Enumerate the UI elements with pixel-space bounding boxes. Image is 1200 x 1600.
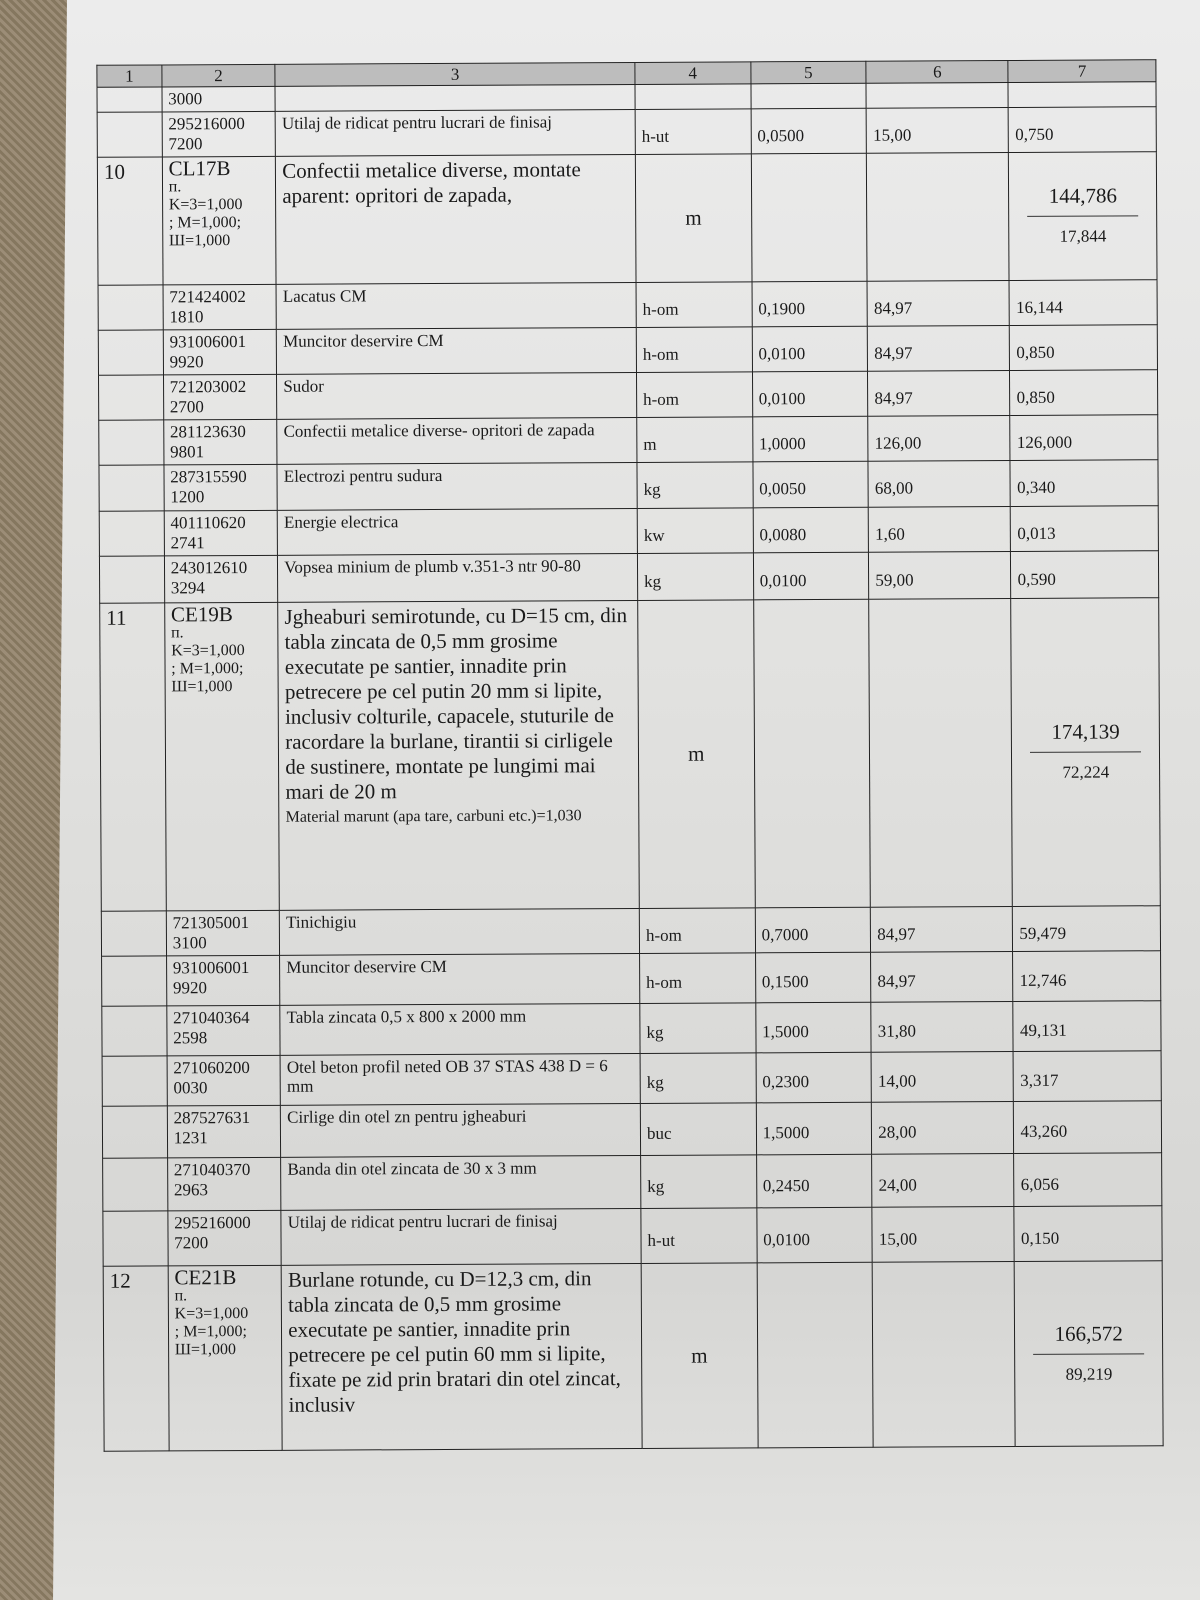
quantity-cell <box>753 461 869 508</box>
header-cell: 6 <box>866 61 1008 84</box>
unit-cell <box>641 1208 757 1264</box>
unit: h-om <box>645 925 682 945</box>
quantity-cell <box>751 83 867 109</box>
quantity-cell <box>755 1002 871 1053</box>
unit-cell <box>637 553 753 601</box>
unit-price: 31,80 <box>877 1021 917 1041</box>
item-code-cell <box>162 156 276 285</box>
unit-cell <box>636 282 752 328</box>
unit-price-cell <box>868 326 1010 372</box>
resource-code-line: 7200 <box>174 1233 209 1253</box>
unit-price-cell <box>871 906 1013 952</box>
unit-price-cell <box>866 108 1008 154</box>
total: 0,850 <box>1016 387 1055 407</box>
resource-name: Electrozi pentru sudura <box>283 465 443 486</box>
total-value: 144,786 <box>1027 186 1138 217</box>
work-item-row <box>97 152 1157 286</box>
header-cell: 3 <box>275 62 635 86</box>
resource-row <box>103 1153 1162 1212</box>
labor-value: 89,219 <box>1065 1363 1113 1384</box>
item-number-cell <box>99 420 164 465</box>
unit: h-ut <box>647 1230 675 1250</box>
unit-price-cell <box>871 1051 1013 1102</box>
quantity: 1,5000 <box>762 1022 809 1042</box>
unit-price-cell <box>868 461 1010 508</box>
labor-value: 72,224 <box>1062 762 1110 782</box>
item-number-cell <box>103 1266 169 1451</box>
resource-code-line: 1231 <box>173 1128 208 1148</box>
resource-name: Utilaj de ridicat pentru lucrari de finisaj <box>281 112 552 133</box>
unit-price-cell <box>872 1101 1014 1154</box>
header-cell: 5 <box>750 61 866 84</box>
resource-code-line: 9920 <box>172 978 207 998</box>
header-cell: 4 <box>635 62 751 85</box>
resource-name-cell <box>281 1103 641 1157</box>
item-number-cell <box>97 112 162 157</box>
unit-price-cell <box>868 507 1010 553</box>
resource-code-cell <box>167 1157 281 1211</box>
coefficient-line: K=3=1,000 <box>171 642 245 660</box>
resource-row <box>103 1206 1162 1267</box>
quantity: 0,0080 <box>759 524 807 544</box>
resource-name: Cirlige din otel zn pentru jgheaburi <box>287 1106 527 1127</box>
resource-name: Energie electrica <box>283 512 399 532</box>
unit-price-cell <box>867 281 1009 327</box>
resource-code-cell <box>166 955 280 1006</box>
resource-row <box>102 951 1161 1007</box>
total: 43,260 <box>1020 1121 1068 1141</box>
unit-cell <box>637 508 753 554</box>
quantity: 0,2300 <box>762 1072 810 1092</box>
resource-name-cell <box>276 282 636 329</box>
total: 0,150 <box>1020 1228 1060 1248</box>
total-cell <box>1010 370 1158 416</box>
resource-code-line: 721305001 <box>172 912 250 933</box>
resource-name-cell <box>277 327 637 374</box>
quantity: 0,0100 <box>763 1229 810 1249</box>
unit: h-ut <box>641 126 670 146</box>
quantity-cell <box>753 599 870 908</box>
resource-name-cell <box>277 372 637 419</box>
resource-code-cell <box>163 419 277 465</box>
unit: m <box>688 741 705 766</box>
item-number: 10 <box>103 159 125 184</box>
quantity: 0,0050 <box>759 479 807 499</box>
item-number-cell <box>98 285 163 330</box>
resource-code-line: 2598 <box>173 1028 208 1048</box>
resource-code-cell <box>167 1005 281 1056</box>
resource-code-line: 2741 <box>170 533 205 553</box>
quantity-cell <box>752 326 868 372</box>
quantity: 0,2450 <box>762 1175 810 1195</box>
unit-price: 84,97 <box>874 343 913 363</box>
item-number-cell <box>103 1211 168 1266</box>
coefficient-line: Ш=1,000 <box>168 232 231 250</box>
header-cell: 7 <box>1008 60 1156 83</box>
item-number-cell <box>102 1056 167 1106</box>
resource-code-cell <box>163 374 277 420</box>
header-cell: 2 <box>162 64 276 87</box>
work-item-row <box>100 598 1161 912</box>
total-cell <box>1013 951 1161 1002</box>
item-number-cell <box>101 911 166 956</box>
item-code-cell <box>164 602 279 911</box>
total-cell <box>1010 415 1158 461</box>
coefficient-line: п. <box>168 178 182 196</box>
unit-price: 15,00 <box>878 1229 918 1249</box>
unit: h-om <box>642 299 679 319</box>
resource-code-cell <box>166 910 280 956</box>
resource-row <box>102 1001 1161 1057</box>
item-number-cell <box>103 1158 168 1211</box>
quantity-cell <box>756 1207 872 1263</box>
unit-cell <box>640 1053 756 1104</box>
resource-code-line: 931006001 <box>169 332 247 352</box>
total: 126,000 <box>1016 432 1073 452</box>
unit-cell <box>639 908 755 954</box>
unit-price-cell <box>868 371 1010 417</box>
total-cell <box>1013 1001 1161 1052</box>
total: 0,750 <box>1015 124 1054 144</box>
resource-code-line: 2700 <box>169 397 204 417</box>
resource-code-line: 401110620 <box>170 513 246 533</box>
total-cell <box>1009 107 1157 153</box>
resource-code-line: 281123630 <box>169 422 246 442</box>
unit-price: 68,00 <box>874 478 914 498</box>
unit-price: 15,00 <box>872 125 912 145</box>
unit: h-om <box>642 344 679 364</box>
quantity-cell <box>753 507 869 553</box>
unit-price: 84,97 <box>874 388 913 408</box>
resource-row <box>99 415 1158 466</box>
unit-price: 14,00 <box>877 1071 917 1091</box>
quantity: 0,1900 <box>758 298 806 318</box>
quantity: 0,7000 <box>761 924 809 944</box>
resource-code-line: 295216000 <box>174 1212 251 1233</box>
total: 0,013 <box>1017 523 1056 543</box>
quantity: 1,5000 <box>762 1123 810 1143</box>
resource-code-cell <box>164 555 278 603</box>
unit-price-cell <box>869 552 1011 600</box>
item-number-cell <box>99 511 164 556</box>
coefficient-line: Ш=1,000 <box>171 678 233 696</box>
item-description-cell <box>276 154 636 284</box>
resource-name: Vopsea minium de plumb v.351-3 ntr 90-80 <box>284 556 581 577</box>
quantity: 1,0000 <box>758 433 806 453</box>
work-item-row <box>103 1261 1163 1452</box>
resource-code-line: 1200 <box>170 487 205 507</box>
resource-code-cell <box>167 1055 281 1106</box>
resource-name-cell <box>281 1208 641 1265</box>
total-cell <box>1015 1261 1163 1447</box>
resource-row <box>98 325 1157 376</box>
resource-code-line: 721203002 <box>169 377 247 397</box>
item-number-cell <box>99 465 164 511</box>
quantity: 0,0100 <box>759 570 807 590</box>
unit: m <box>691 1343 708 1368</box>
resource-code-line: 271060200 <box>173 1057 250 1078</box>
resource-name: Confectii metalice diverse- opritori de zapada <box>283 420 595 441</box>
norm-code: CL17B <box>168 156 231 181</box>
resource-code-line: 9920 <box>169 352 204 372</box>
coefficient-line: ; M=1,000; <box>168 214 242 232</box>
unit: m <box>643 434 657 454</box>
item-description-cell <box>278 600 639 910</box>
resource-name: Banda din otel zincata de 30 x 3 mm <box>287 1158 537 1179</box>
item-number-cell <box>102 956 167 1006</box>
item-number-cell <box>97 87 162 112</box>
item-number: 12 <box>109 1268 131 1293</box>
total-value: 166,572 <box>1033 1324 1144 1355</box>
unit: m <box>685 205 702 230</box>
resource-row <box>102 1051 1161 1107</box>
quantity-cell <box>752 416 868 462</box>
quantity-cell <box>751 108 867 154</box>
resource-name-cell <box>275 84 635 111</box>
unit: kg <box>646 1072 664 1092</box>
total-cell <box>1011 506 1159 552</box>
resource-row <box>99 460 1158 512</box>
resource-code-line: 271040364 <box>173 1007 250 1028</box>
unit: buc <box>646 1123 672 1143</box>
unit: kg <box>647 1176 665 1196</box>
resource-name: Tinichigiu <box>286 912 357 932</box>
coefficient-line: ; M=1,000; <box>174 1323 247 1341</box>
unit-cell <box>640 1003 756 1054</box>
item-description: Confectii metalice diverse, montate aparent: opritori de zapada, <box>282 157 581 208</box>
quantity-cell <box>756 1102 872 1155</box>
resource-row <box>99 370 1158 421</box>
price-cell <box>872 1261 1015 1447</box>
total: 0,850 <box>1016 342 1055 362</box>
quantity-cell <box>757 1262 874 1448</box>
item-number-cell <box>100 603 166 911</box>
unit-cell <box>641 1155 757 1209</box>
norm-code: CE21B <box>174 1265 237 1290</box>
total-cell <box>1009 280 1157 326</box>
quantity: 0,0100 <box>758 343 806 363</box>
unit-cell <box>635 154 751 283</box>
resource-row <box>102 1101 1161 1159</box>
total-cell <box>1014 1051 1162 1102</box>
norm-code: CE19B <box>170 602 233 627</box>
resource-row <box>101 906 1160 957</box>
resource-code-cell <box>167 1105 281 1158</box>
quantity-cell <box>752 281 868 327</box>
resource-code-line: 287315590 <box>170 467 247 487</box>
resource-row <box>99 506 1158 557</box>
total-cell <box>1014 1206 1162 1262</box>
resource-code-cell <box>168 1210 282 1266</box>
item-number-cell <box>98 330 163 375</box>
resource-name: Tabla zincata 0,5 x 800 x 2000 mm <box>286 1006 527 1027</box>
unit-cell <box>638 600 755 909</box>
total-cell <box>1010 460 1158 507</box>
unit-price: 28,00 <box>878 1122 917 1142</box>
resource-code-line: 931006001 <box>172 957 250 978</box>
unit-cell <box>637 417 753 463</box>
unit-price: 59,00 <box>875 570 914 590</box>
item-number-cell <box>99 375 164 420</box>
resource-name-cell <box>275 109 635 156</box>
resource-name-cell <box>280 1003 640 1055</box>
price-cell <box>867 153 1010 282</box>
total-cell <box>1008 82 1156 108</box>
unit-cell <box>636 372 752 418</box>
resource-code-line: 2963 <box>173 1180 209 1200</box>
quantity: 0,0500 <box>757 125 805 145</box>
unit-price-cell <box>872 1153 1014 1207</box>
resource-code-cell <box>162 86 276 112</box>
resource-code-line: 7200 <box>168 134 203 154</box>
coefficient-line: ; M=1,000; <box>171 660 244 678</box>
unit-cell <box>637 462 753 509</box>
item-code-cell <box>168 1265 282 1451</box>
unit: h-om <box>646 972 683 992</box>
labor-value: 17,844 <box>1059 226 1107 246</box>
item-number-cell <box>99 556 164 603</box>
unit: kg <box>643 479 661 499</box>
coefficient-line: Ш=1,000 <box>174 1341 237 1359</box>
total: 16,144 <box>1016 297 1063 317</box>
total: 0,340 <box>1017 477 1056 497</box>
unit-price-cell <box>868 416 1010 462</box>
unit: h-om <box>643 389 680 409</box>
total: 12,746 <box>1019 970 1067 990</box>
coefficient-line: п. <box>174 1287 188 1305</box>
resource-row <box>98 280 1157 331</box>
resource-name-cell <box>280 953 640 1005</box>
resource-code-line: 721424002 <box>169 287 246 307</box>
resource-code-cell <box>163 329 277 375</box>
coefficient-line: K=3=1,000 <box>168 196 243 214</box>
coefficient-line: K=3=1,000 <box>174 1305 249 1323</box>
resource-code-line: 287527631 <box>173 1107 251 1128</box>
unit-price-cell <box>871 1001 1013 1052</box>
unit-price-cell <box>872 1206 1014 1262</box>
quantity-cell <box>756 1154 872 1208</box>
resource-name: Sudor <box>283 376 324 396</box>
resource-name-cell <box>277 508 637 555</box>
header-cell: 1 <box>97 65 162 87</box>
total-cell <box>1014 1101 1162 1154</box>
unit-price-cell <box>866 83 1008 109</box>
unit-cell <box>635 109 751 155</box>
unit-price: 126,00 <box>874 432 922 453</box>
total: 59,479 <box>1019 923 1067 943</box>
item-number-cell <box>102 1006 167 1056</box>
unit: kw <box>643 525 665 545</box>
item-description-cell <box>281 1263 642 1450</box>
resource-code-line: 9801 <box>170 442 205 462</box>
unit-price-cell <box>871 951 1013 1002</box>
total: 0,590 <box>1017 569 1056 589</box>
resource-name: Utilaj de ridicat pentru lucrari de finisaj <box>287 1211 558 1232</box>
total-cell <box>1009 152 1157 281</box>
item-number-cell <box>97 157 162 285</box>
quantity-cell <box>755 907 871 953</box>
resource-name-cell <box>278 553 638 602</box>
item-description: Burlane rotunde, cu D=12,3 cm, din tabla zincata de 0,5 mm grosime executate pe santier, innadite prin petrecere pe cel putin 60 mm si lipite, fixate pe zid prin bratari din otel zincat, inclusiv <box>287 1266 621 1417</box>
unit-cell <box>636 327 752 373</box>
unit: kg <box>646 1022 664 1042</box>
coefficient-line: п. <box>171 624 184 642</box>
resource-name-cell <box>280 908 640 955</box>
resource-code-line: 295216000 <box>168 114 245 134</box>
total-value: 174,139 <box>1030 722 1141 753</box>
resource-code-cell <box>162 111 276 157</box>
quantity-cell <box>753 552 869 600</box>
total-cell <box>1011 598 1160 907</box>
total: 49,131 <box>1019 1020 1067 1040</box>
resource-code-line: 243012610 <box>170 558 248 578</box>
price-cell <box>869 599 1013 908</box>
estimate-table <box>96 59 1163 1452</box>
unit-cell <box>640 953 756 1004</box>
resource-code-line: 1810 <box>169 307 204 327</box>
unit-cell <box>640 1103 756 1156</box>
resource-code-cell <box>164 464 278 511</box>
resource-code-cell <box>163 284 277 330</box>
item-number: 11 <box>106 605 127 630</box>
unit: kg <box>644 571 662 591</box>
total-cell <box>1011 551 1159 599</box>
unit-price: 84,97 <box>873 298 913 318</box>
resource-name: Muncitor deservire CM <box>283 330 444 351</box>
resource-code-line: 0030 <box>173 1078 208 1098</box>
resource-name-cell <box>277 417 637 464</box>
resource-code-cell <box>164 510 278 556</box>
unit-price: 24,00 <box>878 1175 917 1195</box>
resource-code-line: 271040370 <box>173 1159 251 1180</box>
resource-name: Muncitor deservire CM <box>286 956 447 977</box>
resource-code-line: 3100 <box>172 933 207 953</box>
unit-price: 1,60 <box>875 524 905 544</box>
resource-name-cell <box>277 462 637 510</box>
quantity: 0,0100 <box>758 388 806 408</box>
quantity-cell <box>755 952 871 1003</box>
item-description: Jgheaburi semirotunde, cu D=15 cm, din tabla zincata de 0,5 mm grosime executate pe santier, innadite prin petrecere pe cel putin 20 mm si lipite, inclusiv colturile, capacele, stuturile de racordare la burlane, tirantii si cirligele de sustinere, montate pe lungimi mai mari de 20 m <box>284 603 628 804</box>
unit-price: 84,97 <box>877 924 916 944</box>
resource-name: Lacatus CM <box>282 286 367 306</box>
resource-row <box>97 107 1156 158</box>
resource-row <box>99 551 1158 604</box>
resource-code-line: 3000 <box>168 89 203 109</box>
unit-cell <box>641 1263 758 1449</box>
resource-name: Otel beton profil neted OB 37 STAS 438 D = 6 mm <box>286 1056 608 1096</box>
total: 6,056 <box>1020 1174 1060 1194</box>
total-cell <box>1013 906 1161 952</box>
total-cell <box>1010 325 1158 371</box>
unit-price: 84,97 <box>877 971 916 991</box>
total: 3,317 <box>1020 1070 1059 1090</box>
quantity-cell <box>751 153 867 282</box>
quantity: 0,1500 <box>761 972 809 992</box>
resource-code-line: 3294 <box>170 578 205 598</box>
resource-name-cell <box>280 1053 640 1105</box>
item-number-cell <box>102 1106 167 1158</box>
total-cell <box>1014 1153 1162 1207</box>
item-note: Material marunt (apa tare, carbuni etc.)=1,030 <box>285 807 582 826</box>
quantity-cell <box>756 1052 872 1103</box>
unit-cell <box>635 84 751 110</box>
quantity-cell <box>752 371 868 417</box>
resource-name-cell <box>281 1155 641 1210</box>
